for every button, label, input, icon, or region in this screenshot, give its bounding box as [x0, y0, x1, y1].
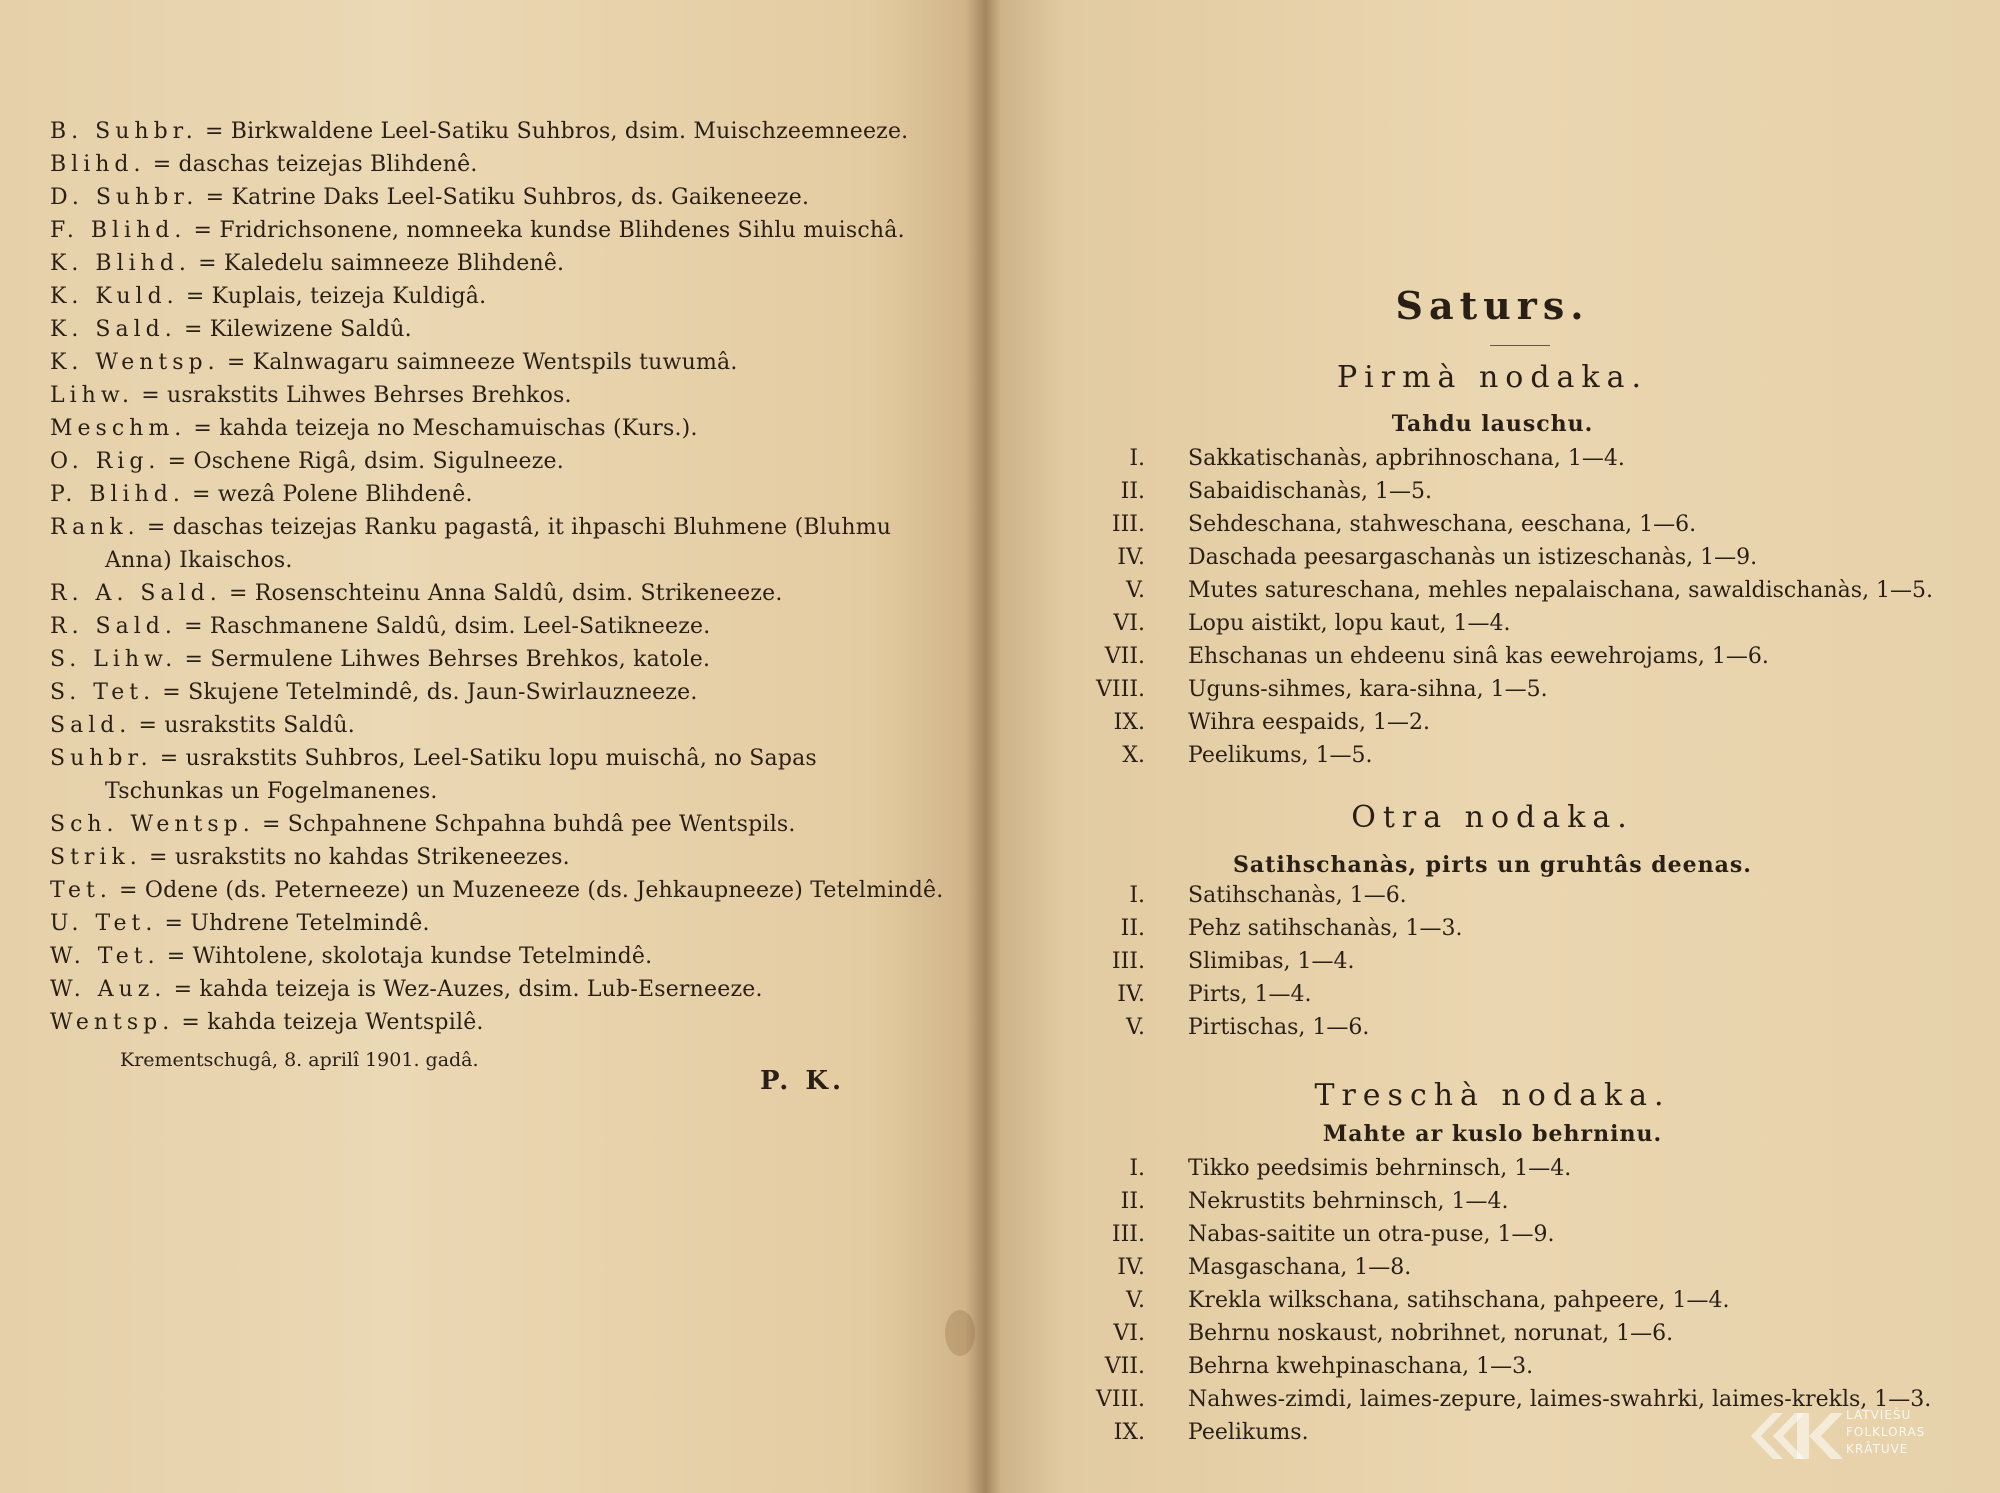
abbreviation-key: Lihw. — [50, 383, 135, 408]
abbreviation-text: = Uhdrene Tetelmindê. — [164, 911, 430, 936]
toc-entry-number: VIII. — [1096, 1387, 1145, 1412]
abbreviation-text: = kahda teizeja no Meschamuischas (Kurs.). — [193, 416, 698, 441]
toc-entry-number: III. — [1111, 1222, 1145, 1247]
abbreviation-text: = Kilewizene Saldû. — [183, 317, 412, 342]
abbreviation-entry — [50, 313, 910, 346]
author-initials: P. K. — [760, 1066, 845, 1096]
toc-entry — [985, 706, 2000, 739]
toc-entry-number: I. — [1129, 1156, 1145, 1181]
toc-entry — [985, 978, 2000, 1011]
toc-entry-text: Lopu aistikt, lopu kaut, 1—4. — [1188, 611, 1511, 636]
abbreviation-entry — [50, 742, 910, 808]
toc-entry-number: VIII. — [1096, 677, 1145, 702]
abbreviation-text: = Fridrichsonene, nomneeka kundse Blihdenes Sihlu muischâ. — [193, 218, 905, 243]
abbreviation-text: = Rosenschteinu Anna Saldû, dsim. Strikeneeze. — [228, 581, 783, 606]
logo-line-3: KRĀTUVE — [1846, 1442, 1909, 1456]
toc-entry-number: VII. — [1104, 644, 1145, 669]
toc-entry-number: IV. — [1117, 1255, 1145, 1280]
abbreviation-key: Strik. — [50, 845, 142, 870]
abbreviation-text: = Birkwaldene Leel-Satiku Suhbros, dsim. Muischzeemneeze. — [204, 119, 909, 144]
toc-entry-text: Daschada peesargaschanàs un istizeschanàs, 1—9. — [1188, 545, 1758, 570]
toc-entry-number: III. — [1111, 512, 1145, 537]
abbreviation-key: K. Sald. — [50, 317, 177, 342]
abbreviation-entry — [50, 346, 910, 379]
chapter-subtitle: Tahdu lauschu. — [1391, 411, 1594, 437]
abbreviation-key: P. Blihd. — [50, 482, 185, 507]
toc-entry — [985, 442, 2000, 475]
abbreviation-key: Sald. — [50, 713, 132, 738]
chapter-subtitle: Satihschanàs, pirts un gruhtâs deenas. — [1233, 852, 1752, 878]
toc-entry-number: X. — [1122, 743, 1145, 768]
abbreviation-entry — [50, 412, 910, 445]
abbreviation-text: = Kaledelu saimneeze Blihdenê. — [198, 251, 565, 276]
toc-entry-text: Pehz satihschanàs, 1—3. — [1188, 916, 1463, 941]
abbreviation-key: W. Tet. — [50, 944, 160, 969]
abbreviation-entry — [50, 610, 910, 643]
toc-title: Saturs. — [1395, 283, 1590, 328]
toc-entry — [985, 1185, 2000, 1218]
toc-entry-number: V. — [1125, 578, 1145, 603]
abbreviation-text: = usrakstits Suhbros, Leel-Satiku lopu muischâ, no Sapas — [159, 746, 817, 771]
abbreviation-entry — [50, 148, 910, 181]
abbreviation-key: F. Blihd. — [50, 218, 187, 243]
abbreviation-text: = Wihtolene, skolotaja kundse Tetelmindê. — [166, 944, 653, 969]
toc-entry-text: Masgaschana, 1—8. — [1188, 1255, 1412, 1280]
abbreviation-key: S. Lihw. — [50, 647, 178, 672]
abbreviation-entry — [50, 1006, 910, 1039]
book-gutter — [965, 0, 1001, 1493]
abbreviation-entry — [50, 280, 910, 313]
toc-entry — [985, 1218, 2000, 1251]
toc-entry — [985, 739, 2000, 772]
abbreviation-text: = kahda teizeja is Wez-Auzes, dsim. Lub-Eserneeze. — [173, 977, 763, 1002]
place-date-line: Krementschugâ, 8. aprilî 1901. gadâ. — [120, 1049, 479, 1071]
toc-entry-number: I. — [1129, 883, 1145, 908]
toc-entry-number: II. — [1120, 479, 1145, 504]
toc-entry-number: V. — [1125, 1288, 1145, 1313]
chapter-heading: Treschà nodaka. — [1314, 1078, 1671, 1113]
toc-entry-text: Behrna kwehpinaschana, 1—3. — [1188, 1354, 1534, 1379]
abbreviation-text: = kahda teizeja Wentspilê. — [181, 1010, 484, 1035]
toc-entry-number: VII. — [1104, 1354, 1145, 1379]
toc-entry-text: Nekrustits behrninsch, 1—4. — [1188, 1189, 1509, 1214]
abbreviation-text-continued: Tschunkas un Fogelmanenes. — [105, 779, 438, 804]
chapter-heading: Pirmà nodaka. — [1336, 360, 1649, 395]
toc-entry-text: Nahwes-zimdi, laimes-zepure, laimes-swahrki, laimes-krekls, 1—3. — [1188, 1387, 1932, 1412]
left-page — [0, 0, 985, 1493]
toc-entry — [985, 1011, 2000, 1044]
abbreviation-entry — [50, 841, 910, 874]
toc-entry-number: II. — [1120, 916, 1145, 941]
abbreviation-text: = Kuplais, teizeja Kuldigâ. — [185, 284, 487, 309]
toc-entry-text: Tikko peedsimis behrninsch, 1—4. — [1188, 1156, 1572, 1181]
abbreviation-key: O. Rig. — [50, 449, 161, 474]
abbreviation-entry — [50, 511, 910, 577]
right-page — [985, 0, 2000, 1493]
abbreviation-text: = Skujene Tetelmindê, ds. Jaun-Swirlauzneeze. — [162, 680, 698, 705]
abbreviation-key: W. Auz. — [50, 977, 167, 1002]
abbreviation-text: = Kalnwagaru saimneeze Wentspils tuwumâ. — [226, 350, 738, 375]
toc-entry-text: Peelikums, 1—5. — [1188, 743, 1373, 768]
abbreviation-text: = Schpahnene Schpahna buhdâ pee Wentspils. — [261, 812, 796, 837]
toc-entry — [985, 1350, 2000, 1383]
toc-entry-text: Slimibas, 1—4. — [1188, 949, 1355, 974]
abbreviation-text: = usrakstits no kahdas Strikeneezes. — [149, 845, 570, 870]
abbreviation-key: Tet. — [50, 878, 112, 903]
abbreviation-entry — [50, 478, 910, 511]
abbreviation-key: S. Tet. — [50, 680, 156, 705]
toc-entry-number: IV. — [1117, 982, 1145, 1007]
abbreviation-entry — [50, 577, 910, 610]
toc-entry — [985, 879, 2000, 912]
toc-entry-text: Behrnu noskaust, nobrihnet, norunat, 1—6. — [1188, 1321, 1674, 1346]
chapter-item-list — [985, 442, 2000, 772]
abbreviation-key: B. Suhbr. — [50, 119, 198, 144]
toc-entry — [985, 945, 2000, 978]
abbreviation-key: R. Sald. — [50, 614, 177, 639]
abbreviation-key: Rank. — [50, 515, 140, 540]
toc-entry — [985, 673, 2000, 706]
toc-entry-text: Sehdeschana, stahweschana, eeschana, 1—6. — [1188, 512, 1697, 537]
toc-entry-text: Peelikums. — [1188, 1420, 1309, 1445]
toc-entry-number: VI. — [1113, 611, 1145, 636]
toc-entry-number: V. — [1125, 1015, 1145, 1040]
toc-entry-text: Satihschanàs, 1—6. — [1188, 883, 1407, 908]
abbreviation-key: Blihd. — [50, 152, 146, 177]
toc-entry-text: Wihra eespaids, 1—2. — [1188, 710, 1430, 735]
toc-entry-number: IX. — [1113, 1420, 1145, 1445]
toc-entry-text: Mutes satureschana, mehles nepalaischana, sawaldischanàs, 1—5. — [1188, 578, 1934, 603]
abbreviation-key: R. A. Sald. — [50, 581, 222, 606]
abbreviation-text: = Sermulene Lihwes Behrses Brehkos, katole. — [184, 647, 711, 672]
toc-entry — [985, 508, 2000, 541]
abbreviation-text: = Odene (ds. Peterneeze) un Muzeneeze (ds. Jehkaupneeze) Tetelmindê. — [119, 878, 944, 903]
abbreviation-entry — [50, 445, 910, 478]
toc-entry-number: I. — [1129, 446, 1145, 471]
abbreviation-text: = Katrine Daks Leel-Satiku Suhbros, ds. Gaikeneeze. — [205, 185, 810, 210]
toc-entry-text: Ehschanas un ehdeenu sinâ kas eewehrojams, 1—6. — [1188, 644, 1769, 669]
abbreviation-key: D. Suhbr. — [50, 185, 199, 210]
abbreviation-entry — [50, 247, 910, 280]
toc-entry — [985, 541, 2000, 574]
abbreviation-text: = Raschmanene Saldû, dsim. Leel-Satikneeze. — [184, 614, 711, 639]
toc-entry — [985, 1317, 2000, 1350]
toc-entry-number: IX. — [1113, 710, 1145, 735]
abbreviation-text: = usrakstits Lihwes Behrses Brehkos. — [141, 383, 572, 408]
abbreviation-text-continued: Anna) Ikaischos. — [105, 548, 293, 573]
toc-entry — [985, 1152, 2000, 1185]
chapter-heading: Otra nodaka. — [1351, 800, 1634, 835]
toc-entry-text: Nabas-saitite un otra-puse, 1—9. — [1188, 1222, 1555, 1247]
abbreviation-text: = Oschene Rigâ, dsim. Sigulneeze. — [167, 449, 564, 474]
toc-entry-number: VI. — [1113, 1321, 1145, 1346]
toc-entry-number: II. — [1120, 1189, 1145, 1214]
toc-entry — [985, 1284, 2000, 1317]
abbreviation-entry — [50, 907, 910, 940]
chapter-item-list — [985, 879, 2000, 1044]
abbreviation-entry — [50, 214, 910, 247]
toc-entry — [985, 475, 2000, 508]
abbreviation-text: = wezâ Polene Blihdenê. — [192, 482, 473, 507]
abbreviation-key: U. Tet. — [50, 911, 158, 936]
abbreviation-text: = daschas teizejas Blihdenê. — [152, 152, 478, 177]
abbreviation-entry — [50, 643, 910, 676]
toc-entry-text: Pirtischas, 1—6. — [1188, 1015, 1370, 1040]
logo-line-1: LATVIEŠU — [1846, 1408, 1912, 1422]
toc-entry — [985, 574, 2000, 607]
abbreviation-entry — [50, 676, 910, 709]
abbreviation-key: K. Wentsp. — [50, 350, 220, 375]
abbreviation-key: Sch. Wentsp. — [50, 812, 255, 837]
abbreviation-key: Meschm. — [50, 416, 187, 441]
folklore-archive-logo — [1751, 1401, 1986, 1471]
toc-entry-text: Krekla wilkschana, satihschana, pahpeere, 1—4. — [1188, 1288, 1730, 1313]
abbreviation-key: Suhbr. — [50, 746, 153, 771]
abbreviation-entry — [50, 115, 910, 148]
abbreviation-list — [50, 115, 944, 1039]
chapter-subtitle: Mahte ar kuslo behrninu. — [1322, 1121, 1663, 1147]
toc-entry-text: Sabaidischanàs, 1—5. — [1188, 479, 1432, 504]
toc-entry-number: IV. — [1117, 545, 1145, 570]
toc-entry-text: Pirts, 1—4. — [1188, 982, 1312, 1007]
abbreviation-entry — [50, 874, 944, 907]
toc-entry — [985, 640, 2000, 673]
abbreviation-text: = daschas teizejas Ranku pagastâ, it ihpaschi Bluhmene (Bluhmu — [146, 515, 892, 540]
toc-entry — [985, 1251, 2000, 1284]
toc-entry — [985, 607, 2000, 640]
abbreviation-entry — [50, 379, 910, 412]
abbreviation-entry — [50, 940, 910, 973]
abbreviation-entry — [50, 808, 910, 841]
abbreviation-text: = usrakstits Saldû. — [138, 713, 355, 738]
toc-entry-number: III. — [1111, 949, 1145, 974]
logo-line-2: FOLKLORAS — [1846, 1425, 1926, 1439]
abbreviation-key: Wentsp. — [50, 1010, 175, 1035]
toc-entry-text: Sakkatischanàs, apbrihnoschana, 1—4. — [1188, 446, 1625, 471]
abbreviation-entry — [50, 181, 910, 214]
toc-entry — [985, 912, 2000, 945]
abbreviation-entry — [50, 709, 910, 742]
abbreviation-key: K. Blihd. — [50, 251, 191, 276]
toc-entry-text: Uguns-sihmes, kara-sihna, 1—5. — [1188, 677, 1548, 702]
title-rule — [1490, 345, 1550, 346]
abbreviation-key: K. Kuld. — [50, 284, 179, 309]
abbreviation-entry — [50, 973, 910, 1006]
